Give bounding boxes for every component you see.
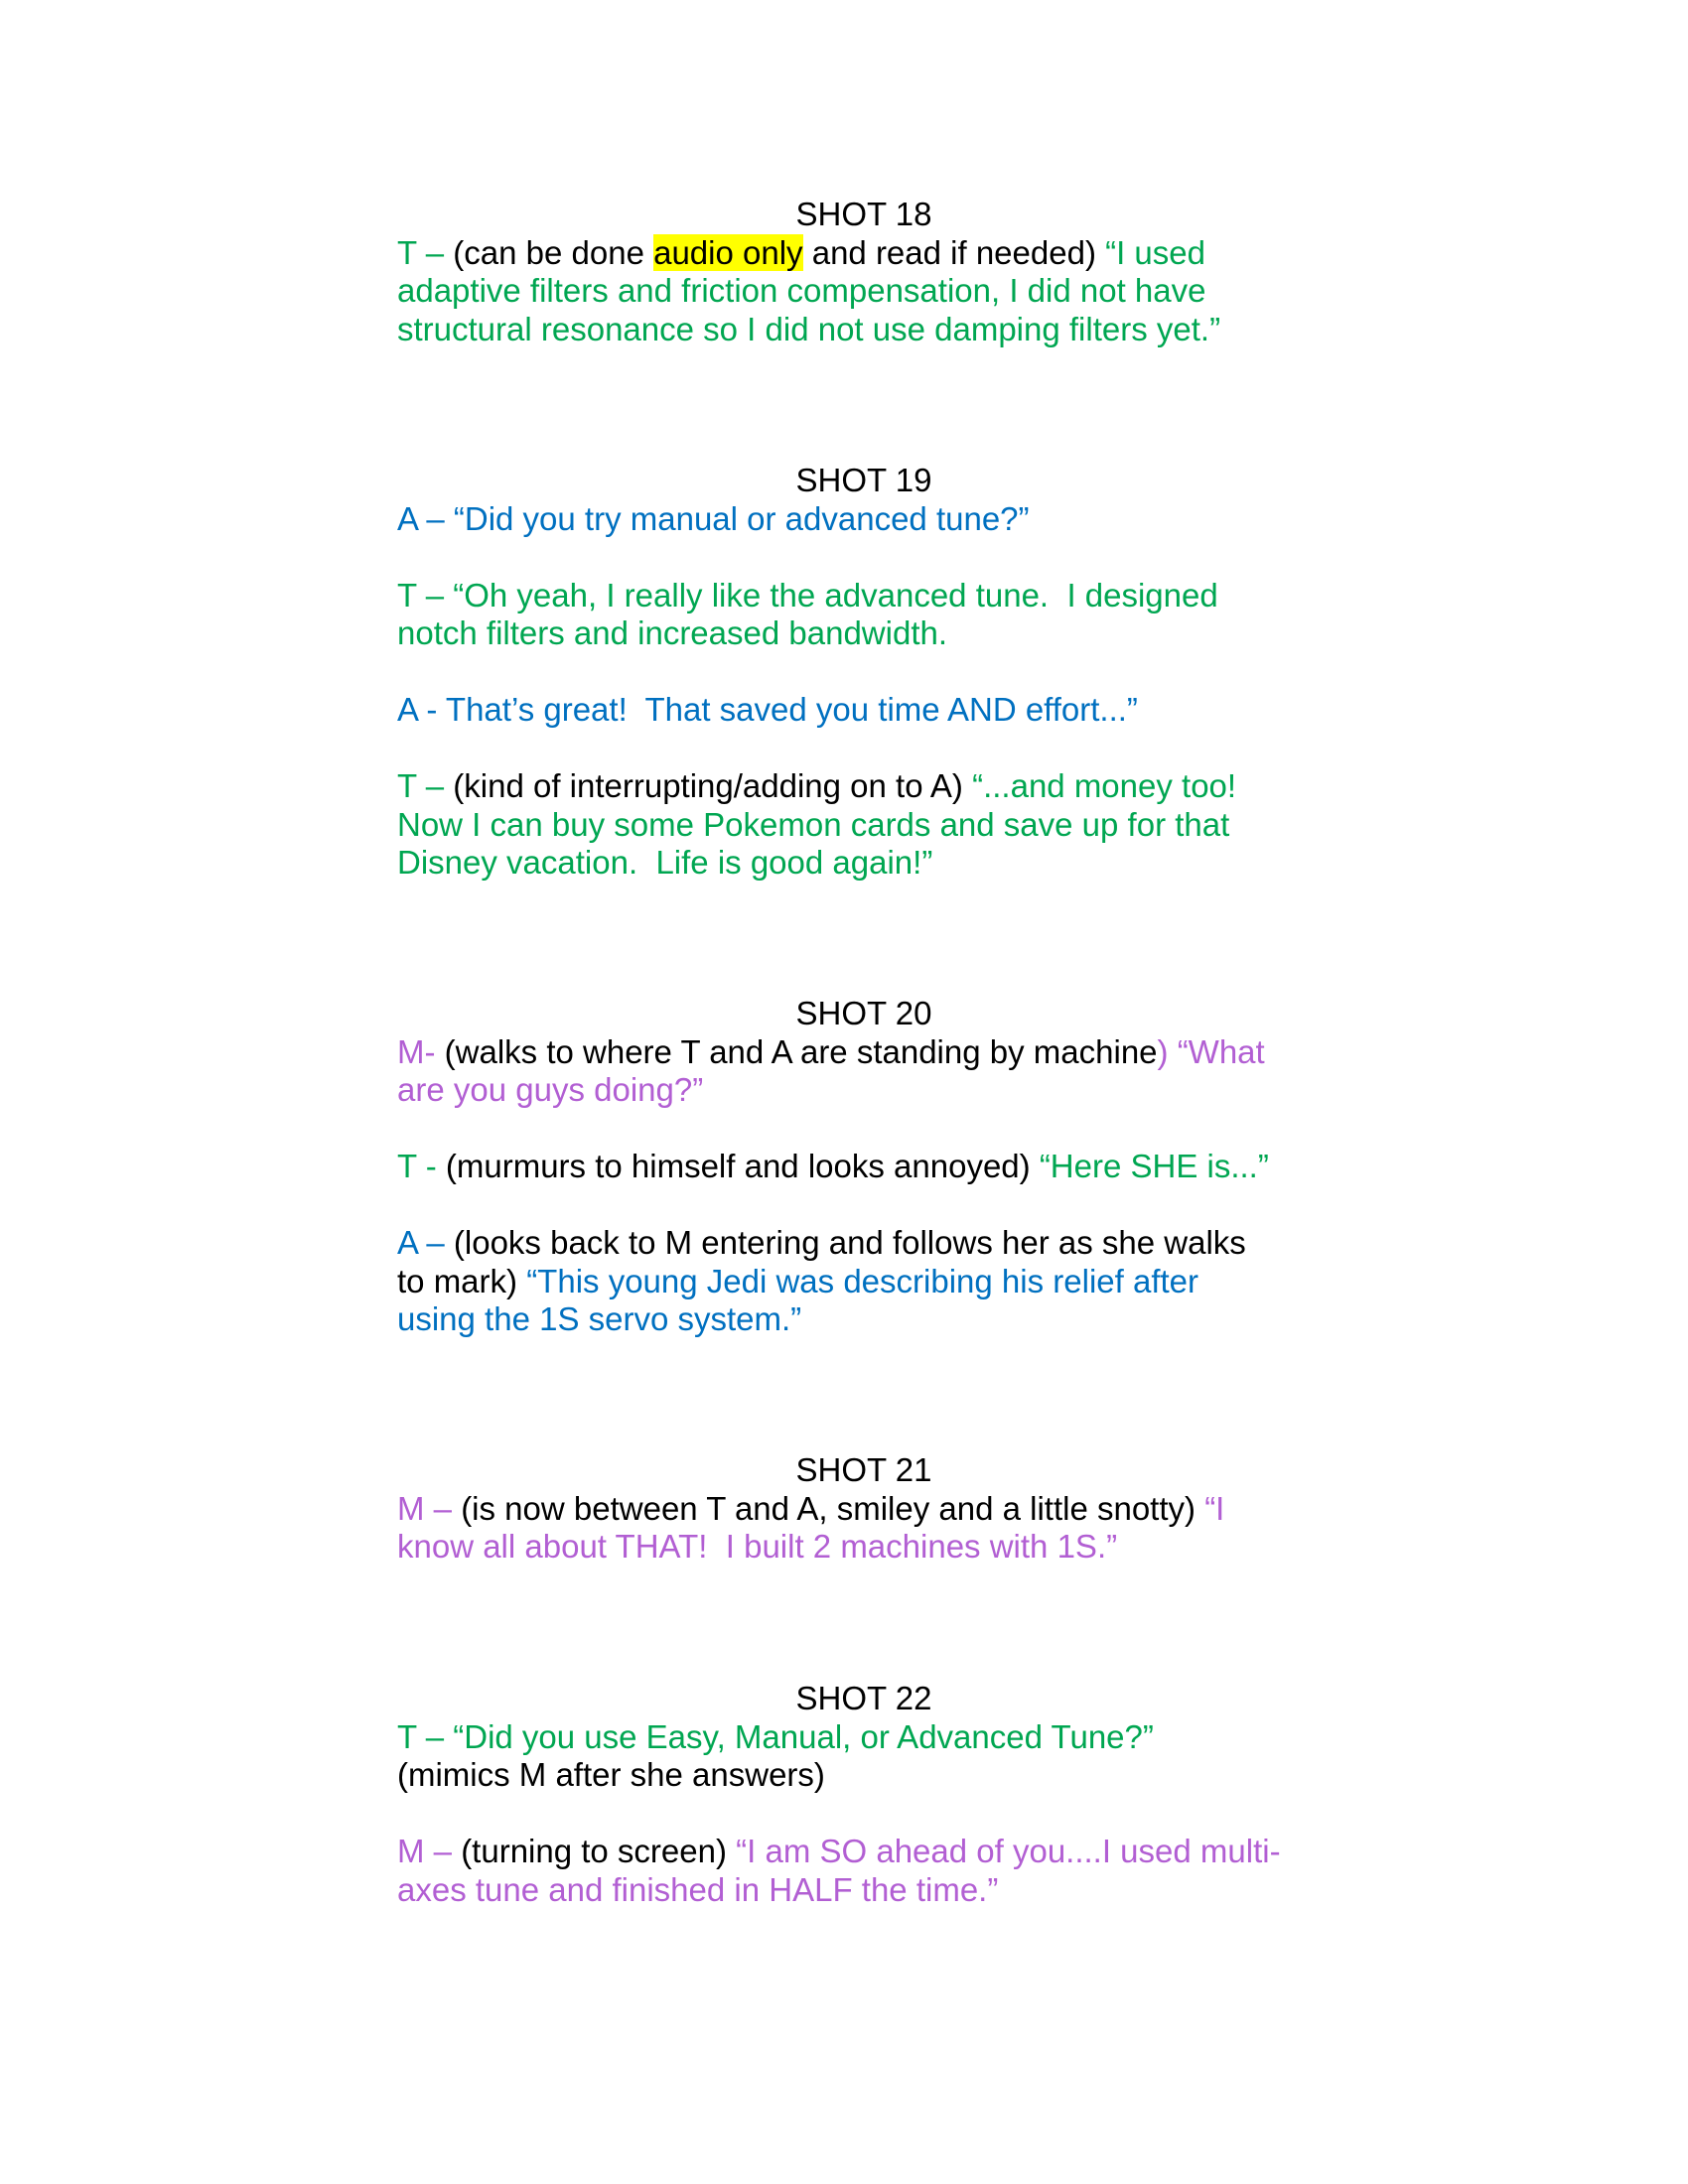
- stage-direction: and read if needed): [802, 233, 1106, 271]
- dialogue-line: “I: [1204, 1489, 1225, 1527]
- dialogue-line: “I am SO ahead of you....I used multi-: [736, 1833, 1281, 1869]
- dialogue-line: “Here SHE is...”: [1039, 1148, 1269, 1184]
- shot-22: [397, 1680, 1311, 1909]
- stage-direction: (walks to where T and A are standing by machine: [444, 1032, 1158, 1070]
- speaker-t: T –: [397, 233, 454, 271]
- dialogue-a: [397, 691, 1311, 730]
- dialogue-line: Disney vacation. Life is good again!”: [397, 844, 933, 881]
- dialogue-line: ) “What: [1157, 1032, 1265, 1070]
- dialogue-t: [397, 1148, 1311, 1186]
- shot-title: SHOT 19: [795, 462, 932, 498]
- dialogue-line: structural resonance so I did not use damping filters yet.”: [397, 310, 1221, 347]
- dialogue-line: adaptive filters and friction compensation, I did not have: [397, 272, 1206, 309]
- dialogue-line: “...and money too!: [972, 767, 1237, 804]
- shot-21: [397, 1451, 1311, 1567]
- speaker-m: M –: [397, 1489, 462, 1527]
- dialogue-line: Now I can buy some Pokemon cards and save up for that: [397, 805, 1230, 843]
- speaker-t: T –: [397, 767, 454, 804]
- stage-direction: (mimics M after she answers): [397, 1756, 825, 1793]
- dialogue-m: [397, 1490, 1311, 1567]
- dialogue-line: T – “Did you use Easy, Manual, or Advanced Tune?”: [397, 1717, 1154, 1755]
- shot-title: SHOT 18: [795, 196, 932, 232]
- stage-direction: (murmurs to himself and looks annoyed): [445, 1148, 1040, 1184]
- dialogue-line: A – “Did you try manual or advanced tune?”: [397, 499, 1030, 537]
- dialogue-line: are you guys doing?”: [397, 1071, 704, 1108]
- dialogue-line: axes tune and finished in HALF the time.”: [397, 1870, 999, 1908]
- highlighted-text: audio only: [653, 233, 803, 271]
- shot-19: [397, 462, 1311, 883]
- dialogue-line: “I used: [1105, 233, 1205, 271]
- dialogue-a: [397, 500, 1311, 539]
- stage-direction: (can be done: [453, 233, 654, 271]
- stage-direction: to mark): [397, 1262, 527, 1299]
- dialogue-a: [397, 1224, 1311, 1339]
- speaker-t: T -: [397, 1148, 446, 1184]
- dialogue-t: [397, 767, 1311, 883]
- dialogue-t: [397, 1718, 1311, 1795]
- dialogue-line: notch filters and increased bandwidth.: [397, 614, 948, 651]
- shot-20: [397, 995, 1311, 1339]
- speaker-m: M-: [397, 1032, 445, 1070]
- stage-direction: (looks back to M entering and follows her as she walks: [453, 1224, 1246, 1261]
- speaker-a: A –: [397, 1224, 454, 1261]
- stage-direction: (turning to screen): [461, 1833, 737, 1869]
- shot-title: SHOT 20: [795, 995, 932, 1031]
- stage-direction: (kind of interrupting/adding on to A): [453, 767, 973, 804]
- dialogue-t: [397, 234, 1311, 349]
- dialogue-line: know all about THAT! I built 2 machines with 1S.”: [397, 1528, 1118, 1565]
- shot-title: SHOT 21: [795, 1451, 932, 1488]
- stage-direction: (is now between T and A, smiley and a little snotty): [461, 1489, 1205, 1527]
- dialogue-line: A - That’s great! That saved you time AND effort...”: [397, 691, 1138, 728]
- dialogue-m: [397, 1033, 1311, 1110]
- shot-18: [397, 196, 1311, 348]
- dialogue-m: [397, 1833, 1311, 1909]
- dialogue-line: T – “Oh yeah, I really like the advanced tune. I designed: [397, 576, 1218, 614]
- dialogue-line: using the 1S servo system.”: [397, 1300, 802, 1337]
- shot-title: SHOT 22: [795, 1680, 932, 1716]
- dialogue-line: “This young Jedi was describing his relief after: [526, 1262, 1198, 1299]
- dialogue-t: [397, 577, 1311, 653]
- speaker-m: M –: [397, 1833, 462, 1869]
